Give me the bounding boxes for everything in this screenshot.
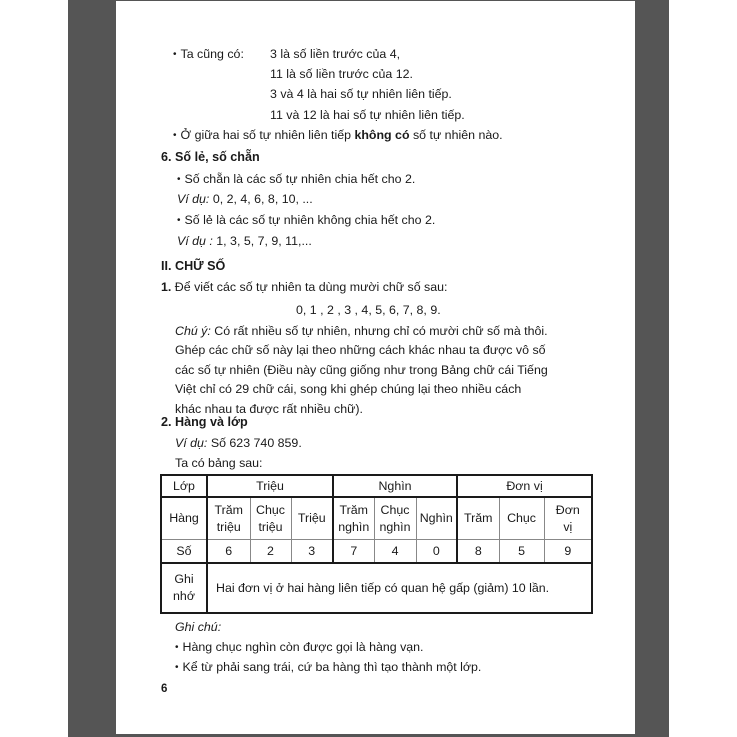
even-example [177,192,313,207]
row-label-digit: Số [161,540,207,564]
odd-definition: • Số lẻ là các số tự nhiên không chia hết cho 2. [177,213,435,229]
intro-line: 3 là số liền trước của 4, [270,47,401,61]
note-line: các số tự nhiên (Điều này cũng giống như trong Bảng chữ cái Tiếng [175,363,548,377]
place-line: Chục [256,502,285,517]
example-label: Ví dụ : [177,234,213,248]
note-label-line: nhớ [173,589,195,603]
note-label-line: Ghi [174,572,194,586]
even-definition: • Số chẵn là các số tự nhiên chia hết cho 2. [177,172,415,188]
between-text-pre: Ở giữa hai số tự nhiên liên tiếp [180,128,355,142]
digit-cell: 9 [544,540,592,564]
section-ii-heading: II. CHỮ SỐ [161,259,226,273]
odd-example [177,234,312,249]
example-values: 0, 2, 4, 6, 8, 10, ... [209,192,313,206]
digit-cell: 7 [333,540,374,564]
place-value-heading: 2. Hàng và lớp [161,415,248,429]
class-cell-thousands: Nghìn [333,475,457,497]
digit-cell: 5 [499,540,544,564]
place-line: Chục [380,502,410,517]
example-values: Số 623 740 859. [207,436,302,450]
place-cell [374,497,416,540]
class-cell-millions: Triệu [207,475,333,497]
row-label-place: Hàng [161,497,207,540]
place-line: Đơn [555,502,580,517]
digit-cell: 6 [207,540,250,564]
table-row-digit [161,540,592,564]
place-cell [333,497,374,540]
place-line: nghìn [338,519,370,534]
example-label: Ví dụ: [177,192,210,206]
place-line: Trăm [214,502,243,517]
place-cell [457,497,499,540]
place-line: triệu [216,519,241,534]
place-cell [207,497,250,540]
place-line: Trăm [339,502,368,517]
class-cell-units: Đơn vị [457,475,592,497]
place-cell [499,497,544,540]
place-cell [544,497,592,540]
note-label: Chú ý: [175,324,211,338]
digits-list: 0, 1 , 2 , 3 , 4, 5, 6, 7, 8, 9. [296,303,441,317]
note-cell: Hai đơn vị ở hai hàng liên tiếp có quan hệ gấp (giảm) 10 lần. [207,563,592,613]
place-cell [416,497,457,540]
table-row-class [161,475,592,497]
digits-intro [161,280,447,295]
place-line: nghìn [379,519,411,534]
note-line: Ghép các chữ số này lại theo những cách khác nhau ta được vô số [175,343,546,357]
place-cell [291,497,333,540]
remark-item: • Hàng chục nghìn còn được gọi là hàng vạn. [175,640,424,656]
intro-lead: • Ta cũng có: [173,47,244,63]
place-line: vị [563,519,573,534]
row-label-class: Lớp [161,475,207,497]
digit-cell: 4 [374,540,416,564]
between-text-post: số tự nhiên nào. [409,128,503,142]
note-line [175,324,548,339]
intro-line: 11 là số liền trước của 12. [270,67,413,81]
digit-cell: 3 [291,540,333,564]
table-row-note [161,563,592,613]
place-line: Trăm [464,511,493,525]
scan-border-left [68,0,116,737]
remark-item: • Kể từ phải sang trái, cứ ba hàng thì tạo thành một lớp. [175,660,481,676]
scan-border-right [635,0,669,737]
section-6-heading: 6. Số lẻ, số chẵn [161,150,260,164]
place-value-table [160,474,593,614]
digit-cell: 8 [457,540,499,564]
item-text: Để viết các số tự nhiên ta dùng mười chữ số sau: [171,280,448,294]
note-line: khác nhau ta được rất nhiều chữ). [175,402,363,416]
item-number: 1. [161,280,172,294]
table-intro: Ta có bảng sau: [175,456,263,470]
page-number: 6 [161,683,168,695]
digit-cell: 0 [416,540,457,564]
intro-between [173,128,503,144]
between-text-bold: không có [354,128,410,142]
place-line: Triệu [297,511,326,525]
intro-line: 11 và 12 là hai số tự nhiên liên tiếp. [270,108,465,122]
place-cell [250,497,291,540]
note-text: Có rất nhiều số tự nhiên, nhưng chỉ có mười chữ số mà thôi. [210,324,548,338]
place-line: Nghìn [419,511,453,525]
example-values: 1, 3, 5, 7, 9, 11,... [212,234,312,248]
row-label-note [161,563,207,613]
remarks-label: Ghi chú: [175,620,222,634]
example-label: Ví dụ: [175,436,208,450]
note-line: Việt chỉ có 29 chữ cái, song khi ghép chúng lại theo nhiều cách [175,382,522,396]
place-value-example [175,436,302,451]
intro-line: 3 và 4 là hai số tự nhiên liên tiếp. [270,87,452,101]
place-line: triệu [258,519,283,534]
digit-cell: 2 [250,540,291,564]
table-row-place [161,497,592,540]
place-line: Chục [507,511,536,525]
